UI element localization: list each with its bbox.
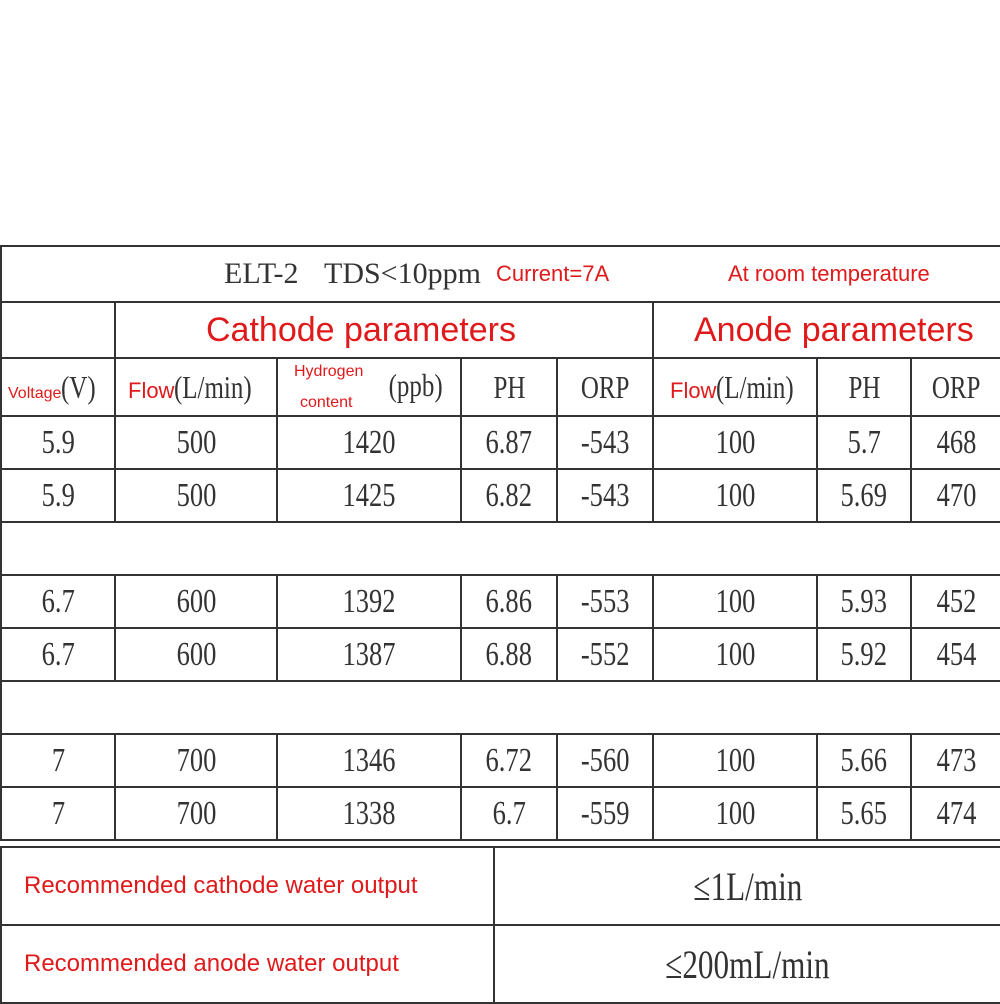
cathode-output-label: Recommended cathode water output [1,847,494,925]
column-header-row [1,358,1000,416]
recommendation-row [1,847,1000,925]
cathode-output-value: ≤1L/min [494,847,1000,925]
current-spec: Current=7A [496,261,610,286]
model-name: ELT-2 [224,257,299,290]
table-row: 6.7 600 1387 6.88 -552 100 5.92 454 [1,628,1000,681]
temperature-note: At room temperature [728,261,930,286]
table-row: 5.9 500 1425 6.82 -543 100 5.69 470 [1,469,1000,522]
anode-flow-header: Flow(L/min) [653,358,817,416]
recommendation-row [1,925,1000,1003]
spacer-row [1,522,1000,575]
title-row [1,246,1000,302]
table-row: 7 700 1338 6.7 -559 100 5.65 474 [1,787,1000,840]
table-row: 6.7 600 1392 6.86 -553 100 5.93 452 [1,575,1000,628]
anode-output-label: Recommended anode water output [1,925,494,1003]
parameters-table [0,245,1000,841]
anode-group-label: Anode parameters [653,302,1000,358]
recommendation-table [0,846,1000,1004]
title-cell [1,246,1000,302]
group-blank [1,302,115,358]
anode-ph-header: PH [817,358,911,416]
table-row: 7 700 1346 6.72 -560 100 5.66 473 [1,734,1000,787]
tds-spec: TDS<10ppm [324,257,481,290]
cathode-orp-header: ORP [557,358,653,416]
cathode-group-label: Cathode parameters [115,302,653,358]
anode-output-value: ≤200mL/min [494,925,1000,1003]
voltage-header: Voltage(V) [1,358,115,416]
group-row [1,302,1000,358]
anode-orp-header: ORP [911,358,1000,416]
hydrogen-header: Hydrogen content (ppb) [277,358,461,416]
cathode-ph-header: PH [461,358,557,416]
spacer-row [1,681,1000,734]
table-row: 5.9 500 1420 6.87 -543 100 5.7 468 [1,416,1000,469]
cathode-flow-header: Flow(L/min) [115,358,277,416]
